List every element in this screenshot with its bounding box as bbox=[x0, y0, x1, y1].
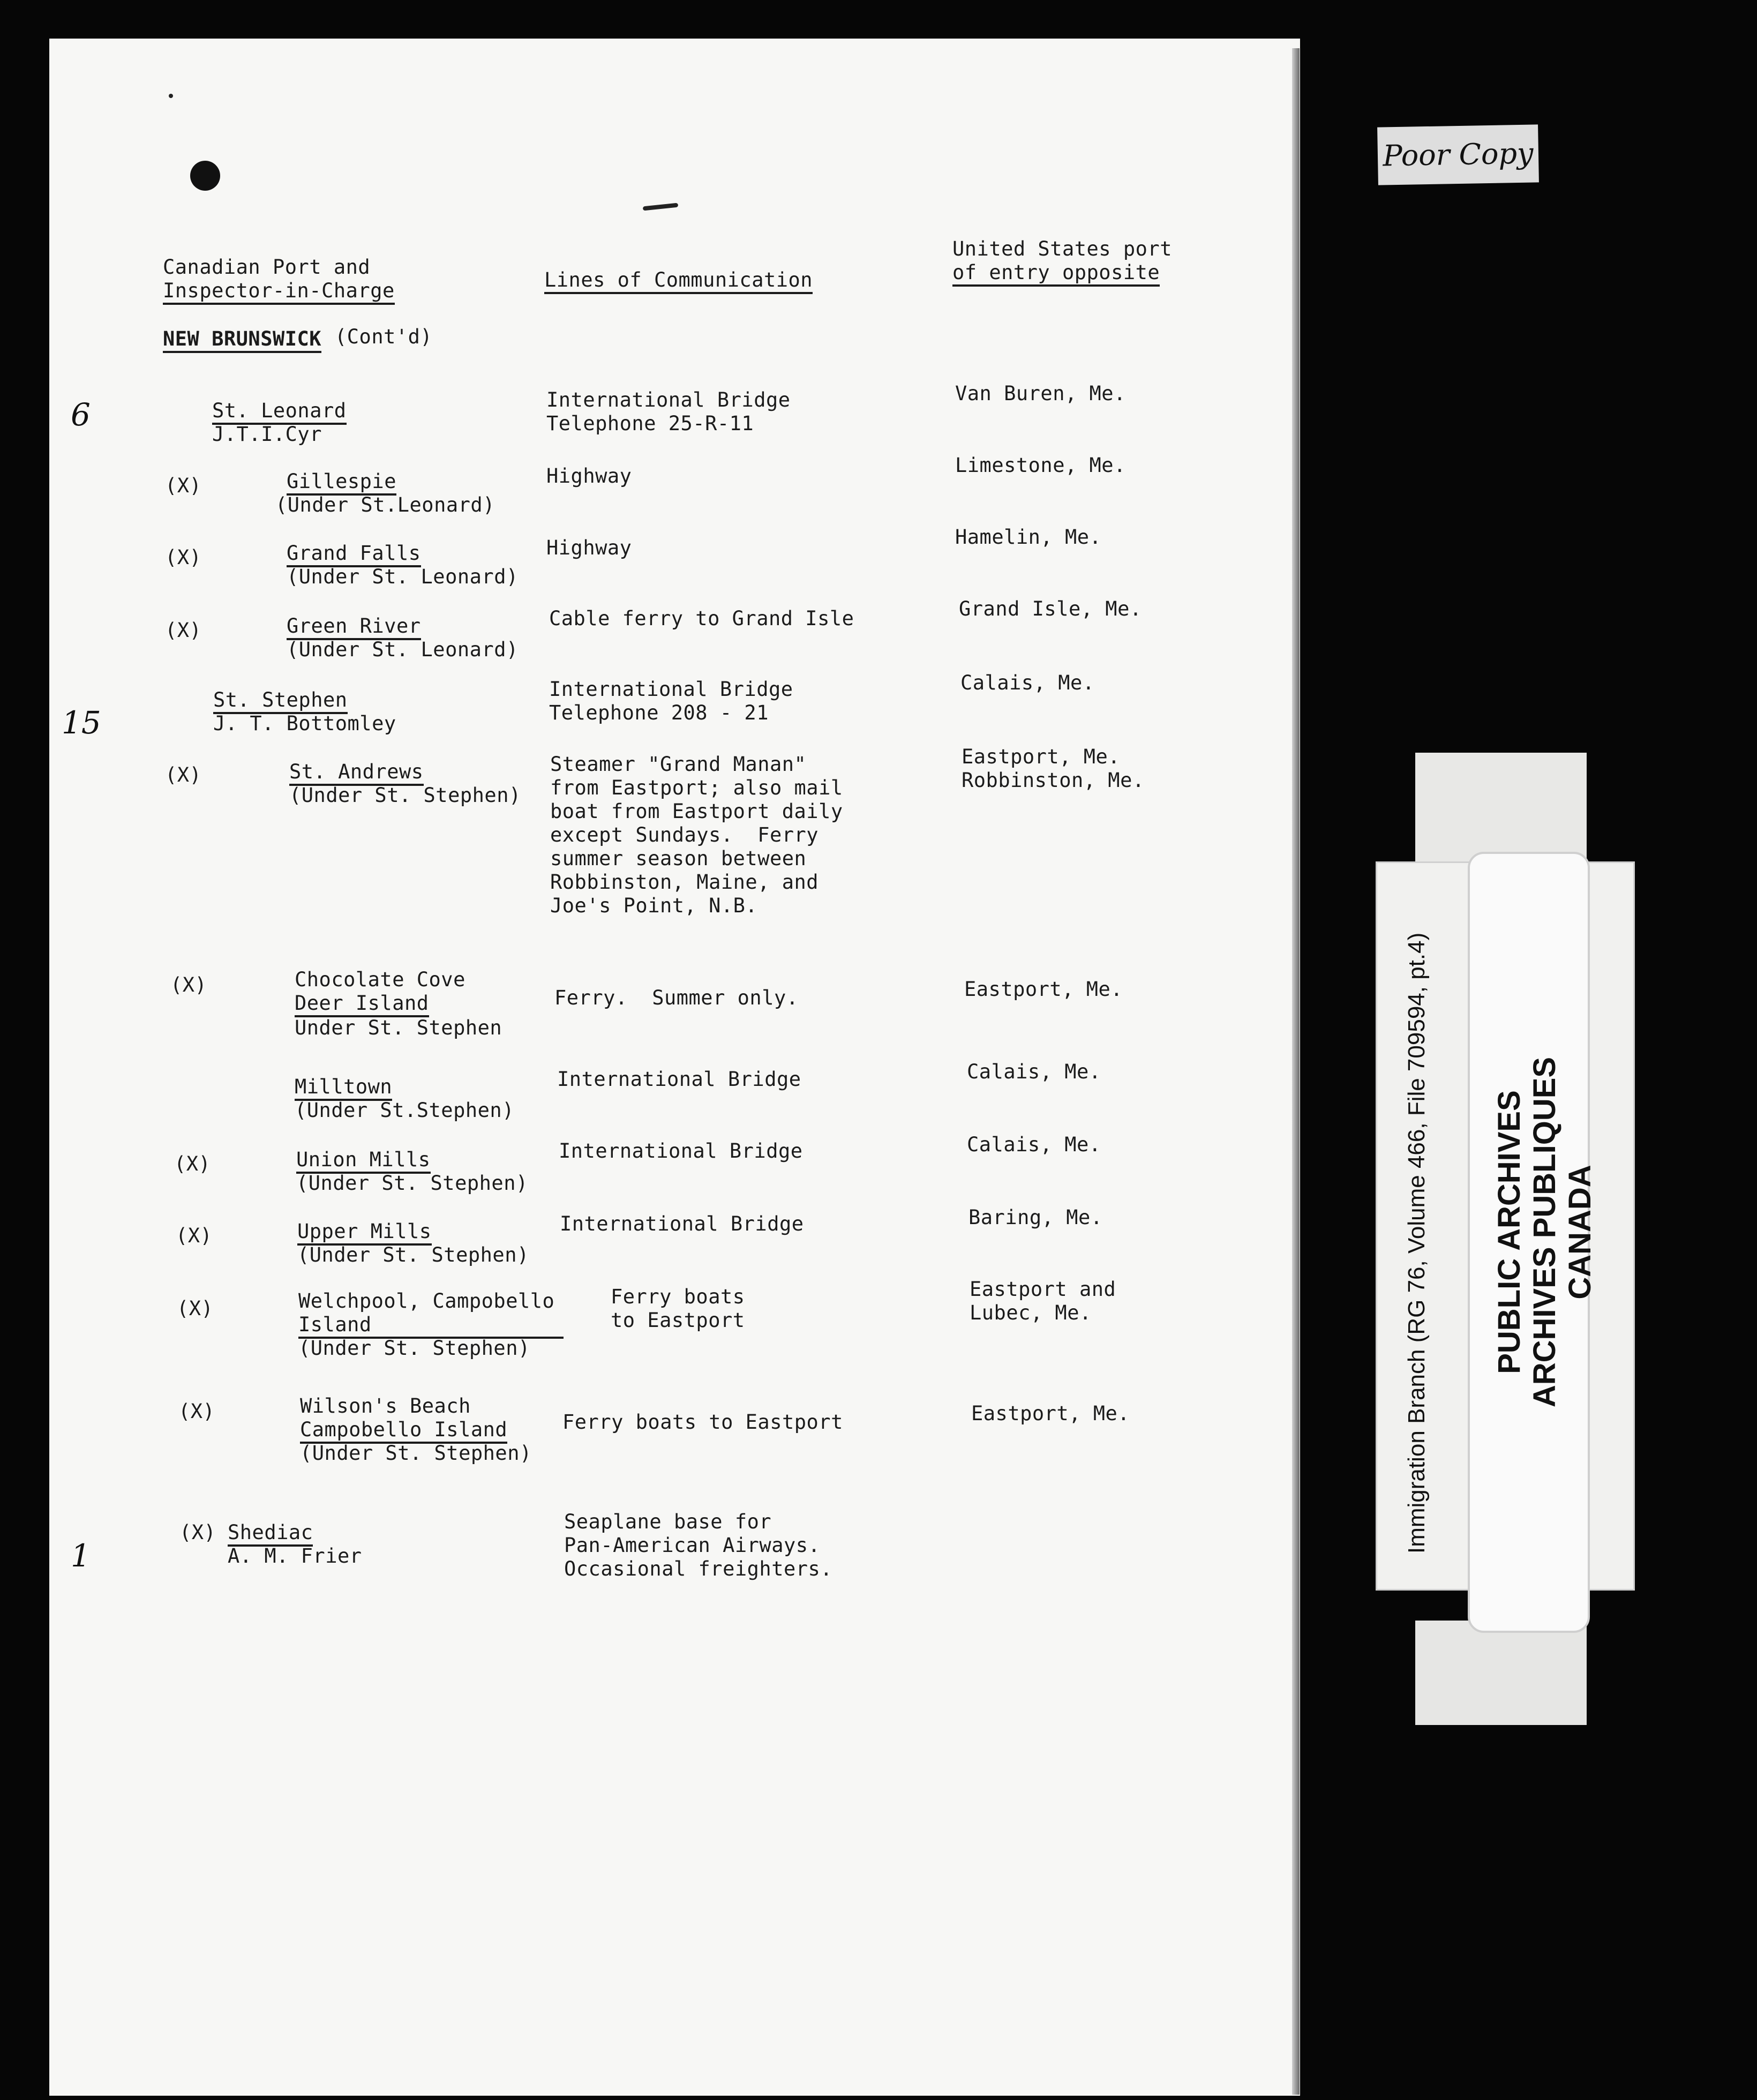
communication-line: International Bridge bbox=[560, 1212, 804, 1235]
province-heading: NEW BRUNSWICK bbox=[163, 327, 321, 353]
port-supervision: (Under St. Leonard) bbox=[287, 565, 519, 588]
us-port: Eastport, Me. bbox=[964, 978, 1123, 1001]
port-supervision: (Under St. Stephen) bbox=[300, 1442, 532, 1465]
port-supervision: (Under St.Leonard) bbox=[275, 493, 495, 516]
handwritten-number: 15 bbox=[62, 704, 101, 741]
column-header-us-port: of entry opposite bbox=[952, 260, 1160, 287]
port-name: St. Andrews bbox=[289, 760, 424, 786]
us-port: Robbinston, Me. bbox=[962, 769, 1145, 792]
port-name-cont: Island bbox=[298, 1312, 564, 1339]
us-port: Baring, Me. bbox=[968, 1206, 1103, 1229]
row-mark: (X) bbox=[177, 1297, 214, 1320]
row-mark: (X) bbox=[165, 763, 202, 786]
communication-line: Occasional freighters. bbox=[564, 1557, 833, 1580]
handwritten-number: 6 bbox=[71, 396, 91, 433]
port-supervision: (Under St. Stephen) bbox=[297, 1243, 529, 1266]
province-suffix: (Cont'd) bbox=[335, 325, 433, 348]
us-port: Calais, Me. bbox=[967, 1133, 1101, 1156]
column-header-port: Canadian Port and bbox=[163, 256, 371, 279]
label-tab-top bbox=[1415, 753, 1587, 862]
row-mark: (X) bbox=[174, 1152, 211, 1175]
archive-line: ARCHIVES PUBLIQUES bbox=[1527, 1056, 1562, 1408]
port-inspector: J.T.I.Cyr bbox=[212, 423, 322, 446]
communication-line: International Bridge bbox=[559, 1139, 803, 1162]
port-supervision: (Under St.Stephen) bbox=[295, 1099, 514, 1122]
port-location: Wilson's Beach bbox=[300, 1394, 471, 1418]
port-inspector: A. M. Frier bbox=[228, 1544, 362, 1568]
port-inspector: J. T. Bottomley bbox=[213, 712, 396, 735]
us-port: Eastport and bbox=[970, 1278, 1116, 1301]
communication-line: International Bridge bbox=[549, 678, 793, 701]
communication-line: to Eastport bbox=[611, 1309, 745, 1332]
port-supervision: Under St. Stephen bbox=[295, 1016, 502, 1039]
us-port: Van Buren, Me. bbox=[955, 382, 1126, 405]
us-port: Calais, Me. bbox=[967, 1060, 1101, 1083]
port-name: Campobello Island bbox=[300, 1418, 507, 1444]
communication-line: Ferry boats to Eastport bbox=[562, 1411, 843, 1434]
communication-line: from Eastport; also mail bbox=[550, 776, 843, 799]
port-name: St. Leonard bbox=[212, 399, 347, 425]
column-header-port: Inspector-in-Charge bbox=[163, 279, 395, 305]
punch-hole bbox=[190, 161, 220, 191]
communication-line: boat from Eastport daily bbox=[550, 800, 843, 823]
us-port: Calais, Me. bbox=[960, 671, 1095, 694]
us-port: Eastport, Me. bbox=[962, 745, 1121, 768]
row-mark: (X) bbox=[176, 1224, 213, 1247]
communication-line: International Bridge bbox=[546, 388, 791, 411]
poor-copy-sticker: Poor Copy bbox=[1377, 124, 1539, 185]
port-name: Grand Falls bbox=[287, 541, 421, 567]
row-mark: (X) bbox=[165, 546, 202, 569]
port-location: Chocolate Cove bbox=[295, 968, 465, 991]
communication-line: International Bridge bbox=[557, 1068, 801, 1091]
port-name: Gillespie bbox=[287, 469, 396, 496]
communication-line: except Sundays. Ferry bbox=[550, 823, 819, 846]
us-port: Eastport, Me. bbox=[971, 1402, 1130, 1425]
archive-stamp bbox=[1492, 1045, 1598, 1420]
row-mark: (X) bbox=[178, 1400, 215, 1423]
row-mark: (X) bbox=[165, 474, 202, 497]
archive-line: PUBLIC ARCHIVES bbox=[1492, 1090, 1527, 1374]
port-supervision: (Under St. Stephen) bbox=[298, 1337, 530, 1360]
communication-line: Seaplane base for bbox=[564, 1510, 772, 1533]
us-port: Limestone, Me. bbox=[955, 454, 1126, 477]
port-supervision: (Under St. Stephen) bbox=[289, 784, 521, 807]
communication-line: Ferry boats bbox=[611, 1285, 745, 1308]
port-name: Green River bbox=[287, 614, 421, 640]
us-port: Hamelin, Me. bbox=[955, 526, 1102, 549]
port-supervision: (Under St. Leonard) bbox=[287, 638, 519, 661]
row-mark: (X) bbox=[170, 973, 207, 996]
port-name: Union Mills bbox=[296, 1148, 431, 1174]
us-port: Grand Isle, Me. bbox=[959, 597, 1142, 620]
port-name: Welchpool, Campobello bbox=[298, 1289, 555, 1312]
archive-reference: Immigration Branch (RG 76, Volume 466, File 709594, pt.4) bbox=[1403, 932, 1430, 1554]
port-name: Deer Island bbox=[295, 991, 429, 1017]
port-name: Shediac bbox=[228, 1520, 313, 1547]
communication-line: Joe's Point, N.B. bbox=[550, 894, 758, 917]
us-port: Lubec, Me. bbox=[970, 1301, 1092, 1324]
port-name: Milltown bbox=[295, 1075, 392, 1101]
handwritten-number: 1 bbox=[71, 1538, 91, 1574]
column-header-lines: Lines of Communication bbox=[544, 268, 813, 294]
port-name: St. Stephen bbox=[213, 688, 348, 714]
archive-line: CANADA bbox=[1563, 1165, 1597, 1300]
communication-line: Cable ferry to Grand Isle bbox=[549, 607, 854, 630]
communication-line: Highway bbox=[546, 464, 632, 488]
communication-line: Ferry. Summer only. bbox=[554, 986, 799, 1009]
port-supervision: (Under St. Stephen) bbox=[296, 1172, 528, 1195]
communication-line: summer season between bbox=[550, 847, 807, 870]
communication-line: Telephone 208 - 21 bbox=[549, 701, 769, 724]
page-edge-shadow bbox=[1292, 48, 1300, 2095]
row-mark: (X) bbox=[179, 1521, 216, 1544]
column-header-us-port: United States port bbox=[952, 237, 1172, 260]
communication-line: Highway bbox=[546, 536, 632, 559]
speck bbox=[169, 94, 173, 98]
port-name: Upper Mills bbox=[297, 1219, 432, 1246]
communication-line: Robbinston, Maine, and bbox=[550, 871, 819, 894]
communication-line: Steamer "Grand Manan" bbox=[550, 753, 807, 776]
label-tab-bottom bbox=[1415, 1621, 1587, 1725]
communication-line: Pan-American Airways. bbox=[564, 1534, 821, 1557]
communication-line: Telephone 25-R-11 bbox=[546, 412, 754, 435]
row-mark: (X) bbox=[165, 619, 202, 642]
